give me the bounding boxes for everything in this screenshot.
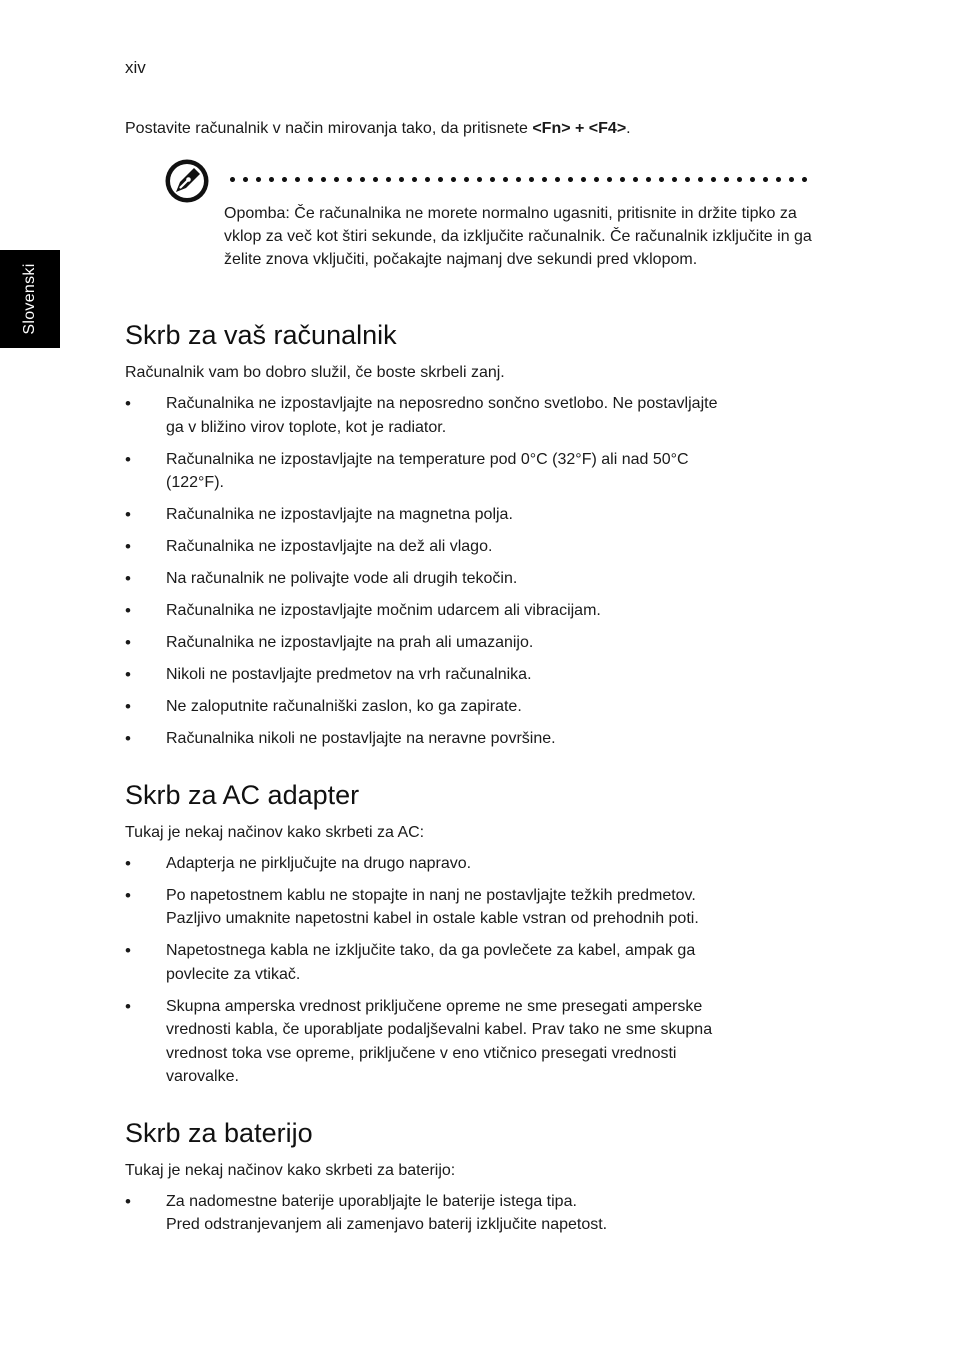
list-item-line: (122°F). — [166, 474, 224, 491]
intro-keys: <Fn> + <F4> — [532, 120, 627, 137]
list-item-line: Ne zaloputnite računalniški zaslon, ko ga zapirate. — [166, 698, 522, 715]
bullet-list — [125, 1190, 815, 1237]
bullet-icon: • — [125, 1191, 131, 1211]
list-item-line: Računalnika ne izpostavljajte močnim udarcem ali vibracijam. — [166, 602, 601, 619]
list-item-line: Skupna amperska vrednost priključene opreme ne sme presegati amperske — [166, 997, 703, 1015]
list-item — [125, 884, 815, 931]
language-side-tab — [0, 250, 60, 348]
bullet-icon: • — [125, 941, 131, 960]
intro-paragraph — [125, 120, 631, 138]
list-item-line: vrednosti kabla, če uporabljate podaljševalni kabel. Prav tako ne sme skupna — [166, 1021, 713, 1038]
list-item-line: Na računalnik ne polivajte vode ali drugih tekočin. — [166, 570, 518, 587]
section-lead: Tukaj je nekaj načinov kako skrbeti za AC: — [125, 823, 425, 841]
list-item — [125, 995, 815, 1089]
list-item-line: Napetostnega kabla ne izključite tako, da ga povlečete za kabel, ampak ga — [166, 942, 696, 959]
intro-end: . — [626, 120, 631, 137]
bullet-list — [125, 392, 815, 751]
bullet-icon: • — [125, 633, 131, 652]
list-item-line: Računalnika nikoli ne postavljajte na neravne površine. — [166, 730, 556, 747]
section-lead: Računalnik vam bo dobro služil, če boste skrbeli zanj. — [125, 364, 505, 381]
bullet-icon: • — [125, 537, 131, 556]
note-dotted-divider — [226, 177, 810, 182]
section-heading: Skrb za baterijo — [125, 1117, 313, 1148]
list-item-line: Računalnika ne izpostavljajte na prah ali umazanijo. — [166, 634, 534, 651]
list-item — [125, 448, 815, 495]
bullet-list — [125, 852, 815, 1089]
list-item — [125, 503, 815, 527]
page-number: xiv — [125, 58, 146, 77]
bullet-icon: • — [125, 394, 131, 413]
list-item-line: Pred odstranjevanjem ali zamenjavo baterij izključite napetost. — [166, 1216, 608, 1233]
section-heading: Skrb za vaš računalnik — [125, 320, 397, 350]
list-item-line: Za nadomestne baterije uporabljajte le baterije istega tipa. — [166, 1192, 577, 1210]
bullet-icon: • — [125, 729, 131, 748]
list-item — [125, 852, 815, 876]
list-item — [125, 392, 815, 439]
bullet-icon: • — [125, 665, 131, 684]
list-item-line: Pazljivo umaknite napetostni kabel in ostale kable vstran od prehodnih poti. — [166, 910, 699, 927]
side-tab-label: Slovenski — [21, 263, 38, 335]
list-item-line: Adapterja ne pirključujte na drugo napravo. — [166, 854, 472, 872]
list-item-line: Računalnika ne izpostavljajte na neposredno sončno svetlobo. Ne postavljajte — [166, 395, 718, 412]
intro-text: Postavite računalnik v način mirovanja tako, da pritisnete — [125, 120, 533, 137]
list-item — [125, 631, 815, 655]
note-text: Opomba: Če računalnika ne morete normalno ugasniti, pritisnite in držite tipko za vklop za več kot štiri sekunde, da izključite računalnik. Če računalnik izključite in ga želite znova vključiti, počakajte najmanj dve sekundi pred vklopom. — [224, 205, 812, 268]
list-item — [125, 939, 815, 986]
list-item-line: Računalnika ne izpostavljajte na dež ali vlago. — [166, 538, 493, 555]
list-item — [125, 727, 815, 751]
section-lead: Tukaj je nekaj načinov kako skrbeti za baterijo: — [125, 1161, 456, 1179]
bullet-icon: • — [125, 449, 131, 469]
list-item-line: Računalnika ne izpostavljajte na temperature pod 0°C (32°F) ali nad 50°C — [166, 450, 689, 468]
list-item — [125, 663, 815, 687]
bullet-icon: • — [125, 505, 131, 524]
main-content — [125, 318, 815, 1264]
list-item — [125, 535, 815, 559]
list-item-line: Računalnika ne izpostavljajte na magnetna polja. — [166, 506, 513, 523]
list-item — [125, 1190, 815, 1237]
bullet-icon: • — [125, 601, 131, 620]
list-item-line: Po napetostnem kablu ne stopajte in nanj ne postavljajte težkih predmetov. — [166, 886, 696, 904]
bullet-icon: • — [125, 996, 131, 1016]
list-item-line: ga v bližino virov toplote, kot je radiator. — [166, 418, 447, 436]
list-item — [125, 695, 815, 719]
bullet-icon: • — [125, 885, 131, 905]
list-item — [125, 567, 815, 591]
list-item-line: povlecite za vtikač. — [166, 965, 301, 983]
list-item — [125, 599, 815, 623]
pen-note-icon — [164, 158, 210, 204]
section-heading: Skrb za AC adapter — [125, 779, 360, 810]
bullet-icon: • — [125, 697, 131, 716]
list-item-line: varovalke. — [166, 1068, 239, 1085]
list-item-line: vrednost toka vse opreme, priključene v eno vtičnico presegati vrednosti — [166, 1044, 677, 1062]
bullet-icon: • — [125, 853, 131, 873]
bullet-icon: • — [125, 569, 131, 588]
list-item-line: Nikoli ne postavljajte predmetov na vrh računalnika. — [166, 666, 532, 683]
